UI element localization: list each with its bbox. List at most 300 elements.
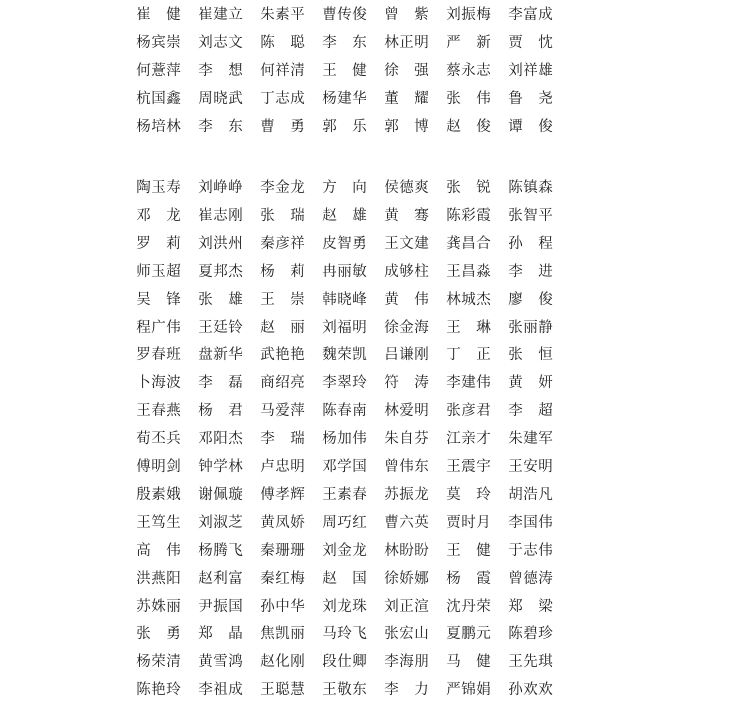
name-cell xyxy=(120,260,180,284)
name-cell xyxy=(492,455,552,479)
name-glyph: 成 xyxy=(228,682,243,699)
name-row xyxy=(120,399,600,423)
name-glyph: 耀 xyxy=(414,90,429,107)
name-glyph: 峰 xyxy=(352,291,367,308)
name-glyph: 朱 xyxy=(508,431,523,448)
name-cell xyxy=(368,59,428,83)
name-glyph: 欢 xyxy=(523,682,538,699)
name-cell xyxy=(368,455,428,479)
name-glyph: 曹 xyxy=(260,118,275,135)
name-cell xyxy=(244,567,304,591)
name-glyph: 钟 xyxy=(198,459,213,475)
name-glyph: 君 xyxy=(228,403,243,420)
name-cell xyxy=(492,650,552,674)
name-glyph: 娇 xyxy=(290,514,305,531)
name-cell xyxy=(430,483,490,507)
name-glyph: 燕 xyxy=(166,403,181,420)
name-glyph: 凯 xyxy=(352,347,367,364)
name-glyph: 孙 xyxy=(508,235,523,252)
name-cell xyxy=(368,87,428,111)
name-cell xyxy=(430,567,490,591)
name-cell xyxy=(244,399,304,423)
name-cell xyxy=(368,567,428,591)
name-glyph: 罗 xyxy=(136,235,151,252)
name-cell xyxy=(368,31,428,55)
name-cell xyxy=(368,204,428,228)
name-cell xyxy=(368,399,428,423)
name-glyph: 瑞 xyxy=(290,207,305,224)
name-glyph: 荣 xyxy=(151,654,166,671)
name-glyph: 段 xyxy=(322,654,337,671)
name-cell xyxy=(306,31,366,55)
name-glyph: 李 xyxy=(322,34,337,51)
name-glyph: 先 xyxy=(523,654,538,671)
name-glyph: 王 xyxy=(322,682,337,699)
name-cell xyxy=(306,455,366,479)
name-glyph: 张 xyxy=(198,291,213,308)
name-glyph: 王 xyxy=(446,263,461,280)
name-glyph: 聪 xyxy=(275,682,290,699)
name-cell xyxy=(368,427,428,451)
name-glyph: 国 xyxy=(523,514,538,531)
name-cell xyxy=(368,622,428,646)
name-glyph: 建 xyxy=(414,235,429,252)
name-cell xyxy=(244,316,304,340)
name-glyph: 新 xyxy=(213,347,228,364)
name-glyph: 孙 xyxy=(260,598,275,615)
name-glyph: 黄 xyxy=(198,654,213,671)
name-glyph: 艳 xyxy=(275,347,290,364)
name-glyph: 卢 xyxy=(260,459,275,475)
name-row xyxy=(120,539,600,563)
name-cell xyxy=(244,115,304,139)
name-cell xyxy=(182,678,242,702)
name-glyph: 张 xyxy=(446,90,461,107)
name-cell xyxy=(368,3,428,27)
name-glyph: 马 xyxy=(260,403,275,420)
name-cell xyxy=(182,595,242,619)
name-glyph: 健 xyxy=(476,542,491,559)
name-glyph: 正 xyxy=(399,598,414,615)
name-cell xyxy=(244,31,304,55)
name-glyph: 珊 xyxy=(275,542,290,559)
name-row xyxy=(120,483,600,507)
name-glyph: 方 xyxy=(322,180,337,196)
name-glyph: 莫 xyxy=(446,486,461,503)
name-glyph: 赵 xyxy=(322,207,337,224)
name-glyph: 玲 xyxy=(352,375,367,392)
name-glyph: 祥 xyxy=(523,62,538,79)
name-cell xyxy=(120,59,180,83)
name-glyph: 丽 xyxy=(166,598,181,615)
name-glyph: 智 xyxy=(523,207,538,224)
name-glyph: 磊 xyxy=(228,375,243,392)
name-glyph: 爱 xyxy=(399,403,414,420)
name-cell xyxy=(182,343,242,367)
name-glyph: 莉 xyxy=(166,235,181,252)
name-glyph: 淑 xyxy=(213,514,228,531)
name-cell xyxy=(182,567,242,591)
name-glyph: 清 xyxy=(290,62,305,79)
name-cell xyxy=(492,31,552,55)
name-glyph: 春 xyxy=(352,486,367,503)
name-glyph: 马 xyxy=(322,626,337,643)
name-glyph: 师 xyxy=(136,263,151,280)
name-cell xyxy=(120,650,180,674)
name-glyph: 合 xyxy=(476,235,491,252)
name-cell xyxy=(492,622,552,646)
name-cell xyxy=(182,316,242,340)
name-glyph: 华 xyxy=(290,598,305,615)
name-row xyxy=(120,176,600,200)
name-glyph: 高 xyxy=(136,542,151,559)
name-cell xyxy=(306,232,366,256)
name-glyph: 建 xyxy=(523,431,538,448)
name-cell xyxy=(120,567,180,591)
name-glyph: 娥 xyxy=(166,486,181,503)
name-glyph: 杨 xyxy=(198,403,213,420)
name-glyph: 城 xyxy=(461,291,476,308)
name-row xyxy=(120,232,600,256)
name-cell xyxy=(306,3,366,27)
name-glyph: 爱 xyxy=(275,403,290,420)
name-cell xyxy=(182,59,242,83)
name-glyph: 素 xyxy=(275,7,290,23)
name-glyph: 成 xyxy=(384,263,399,280)
name-cell xyxy=(182,3,242,27)
name-glyph: 玲 xyxy=(476,486,491,503)
name-glyph: 龙 xyxy=(414,486,429,503)
name-cell xyxy=(430,511,490,535)
name-cell xyxy=(492,539,552,563)
name-glyph: 六 xyxy=(399,514,414,531)
name-glyph: 崔 xyxy=(198,207,213,224)
name-glyph: 玲 xyxy=(166,682,181,699)
name-cell xyxy=(120,3,180,27)
name-cell xyxy=(120,678,180,702)
name-glyph: 学 xyxy=(337,459,352,475)
name-cell xyxy=(492,232,552,256)
name-cell xyxy=(430,427,490,451)
name-glyph: 锐 xyxy=(476,180,491,196)
name-cell xyxy=(182,511,242,535)
name-glyph: 红 xyxy=(275,570,290,587)
name-glyph: 刚 xyxy=(414,347,429,364)
name-glyph: 盼 xyxy=(399,542,414,559)
name-glyph: 东 xyxy=(352,34,367,51)
name-glyph: 才 xyxy=(476,431,491,448)
name-glyph: 杨 xyxy=(136,118,151,135)
name-glyph: 杨 xyxy=(198,542,213,559)
name-glyph: 志 xyxy=(523,542,538,559)
name-glyph: 赵 xyxy=(198,570,213,587)
name-glyph: 明 xyxy=(151,459,166,475)
name-glyph: 丕 xyxy=(151,431,166,448)
name-cell xyxy=(430,399,490,423)
name-glyph: 东 xyxy=(352,682,367,699)
name-cell xyxy=(182,87,242,111)
name-cell xyxy=(244,87,304,111)
name-glyph: 杨 xyxy=(322,431,337,448)
name-glyph: 鸿 xyxy=(228,654,243,671)
name-glyph: 李 xyxy=(322,375,337,392)
name-glyph: 燕 xyxy=(151,570,166,587)
name-glyph: 浩 xyxy=(523,486,538,503)
name-glyph: 霞 xyxy=(476,207,491,224)
name-glyph: 邦 xyxy=(213,263,228,280)
name-glyph: 州 xyxy=(228,235,243,252)
name-glyph: 洪 xyxy=(136,570,151,587)
name-glyph: 勇 xyxy=(290,118,305,135)
name-glyph: 博 xyxy=(414,118,429,135)
name-glyph: 尧 xyxy=(538,90,553,107)
name-glyph: 传 xyxy=(337,7,352,23)
name-glyph: 班 xyxy=(166,347,181,364)
name-cell xyxy=(306,595,366,619)
name-cell xyxy=(492,371,552,395)
name-glyph: 素 xyxy=(337,486,352,503)
name-glyph: 程 xyxy=(538,235,553,252)
name-glyph: 骞 xyxy=(414,207,429,224)
name-glyph: 够 xyxy=(399,263,414,280)
name-cell xyxy=(120,316,180,340)
name-glyph: 超 xyxy=(166,263,181,280)
name-cell xyxy=(368,316,428,340)
name-glyph: 峥 xyxy=(213,180,228,196)
name-glyph: 健 xyxy=(166,7,181,23)
name-glyph: 伟 xyxy=(414,291,429,308)
name-cell xyxy=(492,3,552,27)
name-glyph: 俊 xyxy=(476,118,491,135)
name-row xyxy=(120,31,600,55)
name-glyph: 娜 xyxy=(414,570,429,587)
name-glyph: 翠 xyxy=(337,375,352,392)
name-glyph: 张 xyxy=(384,626,399,643)
name-glyph: 想 xyxy=(228,62,243,79)
name-glyph: 郑 xyxy=(508,598,523,615)
name-cell xyxy=(306,678,366,702)
name-glyph: 王 xyxy=(136,514,151,531)
name-glyph: 向 xyxy=(352,180,367,196)
name-glyph: 朱 xyxy=(260,7,275,23)
name-cell xyxy=(244,511,304,535)
name-cell xyxy=(244,427,304,451)
name-glyph: 力 xyxy=(414,682,429,699)
name-glyph: 刘 xyxy=(322,598,337,615)
name-glyph: 春 xyxy=(151,403,166,420)
name-glyph: 亲 xyxy=(461,431,476,448)
name-glyph: 徐 xyxy=(384,570,399,587)
name-glyph: 李 xyxy=(198,118,213,135)
name-glyph: 国 xyxy=(352,459,367,475)
name-glyph: 杰 xyxy=(228,263,243,280)
name-glyph: 邓 xyxy=(136,207,151,224)
name-glyph: 瑞 xyxy=(290,431,305,448)
name-glyph: 淼 xyxy=(476,263,491,280)
name-glyph: 陈 xyxy=(446,207,461,224)
name-glyph: 锋 xyxy=(166,291,181,308)
name-glyph: 杨 xyxy=(136,34,151,51)
name-glyph: 陈 xyxy=(260,34,275,51)
name-glyph: 剑 xyxy=(166,459,181,475)
name-glyph: 苏 xyxy=(136,598,151,615)
name-cell xyxy=(120,204,180,228)
name-glyph: 海 xyxy=(151,375,166,392)
name-glyph: 廷 xyxy=(213,319,228,336)
name-glyph: 荀 xyxy=(136,431,151,448)
name-glyph: 振 xyxy=(213,598,228,615)
name-cell xyxy=(492,595,552,619)
name-cell xyxy=(244,176,304,200)
name-cell xyxy=(244,3,304,27)
name-cell xyxy=(492,567,552,591)
name-cell xyxy=(120,343,180,367)
name-glyph: 赵 xyxy=(322,570,337,587)
name-glyph: 富 xyxy=(228,570,243,587)
name-cell xyxy=(120,371,180,395)
name-glyph: 强 xyxy=(414,62,429,79)
name-glyph: 培 xyxy=(151,118,166,135)
name-glyph: 马 xyxy=(446,654,461,671)
name-cell xyxy=(120,539,180,563)
name-cell xyxy=(182,650,242,674)
name-cell xyxy=(306,343,366,367)
name-glyph: 正 xyxy=(476,347,491,364)
name-glyph: 荣 xyxy=(476,598,491,615)
name-glyph: 昌 xyxy=(461,263,476,280)
name-cell xyxy=(306,511,366,535)
name-glyph: 永 xyxy=(461,62,476,79)
name-glyph: 魏 xyxy=(322,347,337,364)
name-glyph: 刚 xyxy=(228,207,243,224)
name-glyph: 李 xyxy=(384,682,399,699)
name-glyph: 秦 xyxy=(260,570,275,587)
name-cell xyxy=(306,260,366,284)
name-glyph: 赵 xyxy=(260,319,275,336)
name-glyph: 安 xyxy=(523,459,538,475)
name-cell xyxy=(306,622,366,646)
name-row xyxy=(120,511,600,535)
name-cell xyxy=(244,232,304,256)
name-glyph: 李 xyxy=(508,403,523,420)
name-glyph: 丽 xyxy=(523,319,538,336)
name-cell xyxy=(368,260,428,284)
name-cell xyxy=(120,399,180,423)
name-row xyxy=(120,3,600,27)
name-glyph: 国 xyxy=(352,570,367,587)
name-glyph: 张 xyxy=(446,180,461,196)
name-cell xyxy=(430,650,490,674)
name-glyph: 符 xyxy=(384,375,399,392)
name-glyph: 涛 xyxy=(414,375,429,392)
name-glyph: 霞 xyxy=(476,570,491,587)
name-glyph: 王 xyxy=(508,654,523,671)
name-glyph: 王 xyxy=(446,459,461,475)
name-cell xyxy=(430,260,490,284)
name-glyph: 廖 xyxy=(508,291,523,308)
name-glyph: 杨 xyxy=(446,570,461,587)
name-glyph: 勇 xyxy=(166,626,181,643)
name-row xyxy=(120,622,600,646)
name-glyph: 兵 xyxy=(166,431,181,448)
name-glyph: 明 xyxy=(290,459,305,475)
name-glyph: 平 xyxy=(290,7,305,23)
name-glyph: 加 xyxy=(337,431,352,448)
name-glyph: 波 xyxy=(166,375,181,392)
name-glyph: 徐 xyxy=(384,319,399,336)
name-cell xyxy=(182,31,242,55)
name-cell xyxy=(182,176,242,200)
name-glyph: 聪 xyxy=(290,34,305,51)
name-glyph: 国 xyxy=(151,90,166,107)
name-glyph: 夏 xyxy=(446,626,461,643)
name-glyph: 红 xyxy=(352,514,367,531)
name-glyph: 莉 xyxy=(290,263,305,280)
name-glyph: 皮 xyxy=(322,235,337,252)
name-glyph: 凡 xyxy=(538,486,553,503)
name-glyph: 君 xyxy=(476,403,491,420)
name-glyph: 龙 xyxy=(166,207,181,224)
name-glyph: 林 xyxy=(384,34,399,51)
name-row xyxy=(120,316,600,340)
name-glyph: 张 xyxy=(508,347,523,364)
name-glyph: 杨 xyxy=(322,90,337,107)
name-glyph: 殷 xyxy=(136,486,151,503)
name-cell xyxy=(368,176,428,200)
name-glyph: 董 xyxy=(384,90,399,107)
name-glyph: 鲁 xyxy=(508,90,523,107)
name-cell xyxy=(182,427,242,451)
name-glyph: 李 xyxy=(446,375,461,392)
name-glyph: 傅 xyxy=(260,486,275,503)
name-glyph: 秦 xyxy=(260,235,275,252)
name-glyph: 杰 xyxy=(476,291,491,308)
name-cell xyxy=(120,31,180,55)
name-cell xyxy=(182,622,242,646)
name-cell xyxy=(430,371,490,395)
name-glyph: 健 xyxy=(476,654,491,671)
name-glyph: 龙 xyxy=(337,598,352,615)
name-glyph: 生 xyxy=(166,514,181,531)
name-glyph: 伟 xyxy=(166,542,181,559)
name-glyph: 伟 xyxy=(476,90,491,107)
name-cell xyxy=(492,678,552,702)
name-glyph: 罗 xyxy=(136,347,151,364)
name-glyph: 丽 xyxy=(290,626,305,643)
name-glyph: 李 xyxy=(198,62,213,79)
name-glyph: 丹 xyxy=(461,598,476,615)
name-glyph: 森 xyxy=(538,180,553,196)
name-glyph: 琪 xyxy=(538,654,553,671)
name-glyph: 敬 xyxy=(337,682,352,699)
name-glyph: 林 xyxy=(166,118,181,135)
name-glyph: 江 xyxy=(446,431,461,448)
name-glyph: 恒 xyxy=(538,347,553,364)
name-glyph: 中 xyxy=(275,598,290,615)
name-glyph: 柱 xyxy=(414,263,429,280)
name-glyph: 黄 xyxy=(384,291,399,308)
name-row xyxy=(120,115,600,139)
name-glyph: 曾 xyxy=(384,459,399,475)
name-glyph: 陈 xyxy=(136,682,151,699)
name-glyph: 傅 xyxy=(136,459,151,475)
name-glyph: 乐 xyxy=(352,118,367,135)
name-glyph: 程 xyxy=(136,319,151,336)
name-glyph: 曾 xyxy=(508,570,523,587)
name-glyph: 洪 xyxy=(213,235,228,252)
name-glyph: 巧 xyxy=(337,514,352,531)
name-cell xyxy=(244,622,304,646)
